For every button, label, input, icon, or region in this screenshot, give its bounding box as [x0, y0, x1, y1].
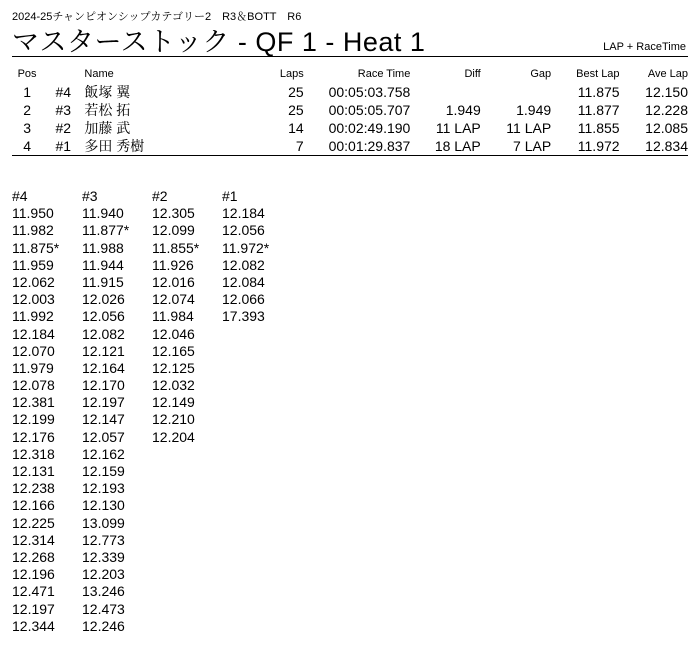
- col-header-best-lap: Best Lap: [576, 68, 620, 80]
- lap-time: 11.926: [152, 256, 194, 273]
- col-header-diff: Diff: [464, 68, 481, 80]
- lap-time: 12.318: [12, 445, 55, 462]
- table-row: [12, 101, 688, 119]
- lap-time: 12.199: [12, 411, 55, 428]
- lap-time: 12.204: [152, 428, 195, 445]
- diff-cell: 11 LAP: [435, 120, 481, 136]
- pos-cell: 1: [23, 84, 31, 100]
- lap-time: 12.003: [12, 291, 55, 308]
- lap-time: 12.056: [82, 308, 125, 325]
- lap-time: 12.165: [152, 342, 195, 359]
- best-lap-cell: 11.855: [577, 120, 620, 136]
- col-header-race-time: Race Time: [357, 68, 411, 80]
- lap-time: 12.056: [222, 222, 265, 239]
- lap-time: 12.099: [152, 222, 195, 239]
- lap-time: 11.877*: [82, 222, 130, 239]
- lap-column-header: #1: [222, 188, 238, 204]
- lap-time: 12.210: [152, 411, 195, 428]
- lap-time: 11.944: [82, 256, 124, 273]
- lap-time: 12.268: [12, 548, 55, 565]
- race-time-cell: 00:01:29.837: [328, 138, 411, 154]
- car-number-cell: #4: [55, 84, 72, 100]
- lap-time: 12.196: [12, 566, 55, 583]
- lap-time: 12.084: [222, 273, 265, 290]
- car-number-cell: #2: [55, 120, 72, 136]
- lap-column-header: #2: [152, 188, 168, 204]
- driver-name-cell: 飯塚 翼: [84, 84, 131, 100]
- lap-time: 12.773: [82, 531, 125, 548]
- car-number-cell: #3: [55, 102, 72, 118]
- diff-cell: 18 LAP: [434, 138, 481, 154]
- pos-cell: 2: [23, 102, 31, 118]
- laps-cell: 14: [288, 120, 304, 136]
- lap-time: 12.344: [12, 617, 55, 634]
- results-header-row: [12, 66, 688, 83]
- lap-time: 12.046: [152, 325, 195, 342]
- lap-time: 12.473: [82, 600, 125, 617]
- lap-time: 11.982: [12, 222, 54, 239]
- lap-time: 11.950: [12, 205, 54, 222]
- results-divider: [12, 155, 688, 156]
- lap-time: 11.855*: [152, 239, 200, 256]
- driver-name-cell: 若松 拓: [84, 102, 131, 118]
- lap-time: 13.099: [82, 514, 125, 531]
- lap-time: 12.125: [152, 359, 195, 376]
- lap-time: 11.979: [12, 359, 54, 376]
- lap-time: 11.915: [82, 273, 124, 290]
- lap-time: 12.197: [82, 394, 125, 411]
- lap-time: 12.026: [82, 291, 125, 308]
- lap-time: 12.032: [152, 377, 195, 394]
- lap-time: 12.164: [82, 359, 125, 376]
- lap-time: 12.246: [82, 617, 125, 634]
- best-lap-cell: 11.875: [577, 84, 620, 100]
- lap-time: 12.082: [222, 256, 265, 273]
- lap-time: 12.016: [152, 273, 195, 290]
- lap-time: 11.984: [152, 308, 194, 325]
- lap-column: [12, 188, 80, 635]
- lap-time: 11.972*: [222, 239, 270, 256]
- lap-time: 12.147: [82, 411, 125, 428]
- lap-column-header: #3: [82, 188, 98, 204]
- race-time-cell: 00:05:03.758: [328, 84, 411, 100]
- lap-time: 12.082: [82, 325, 125, 342]
- gap-cell: 7 LAP: [513, 138, 552, 154]
- lap-time: 12.074: [152, 291, 195, 308]
- lap-time: 17.393: [222, 308, 265, 325]
- lap-time: 12.197: [12, 600, 55, 617]
- series-title: 2024-25チャンピオンシップカテゴリー2 R3＆BOTT R6: [12, 11, 302, 23]
- lap-time: 12.176: [12, 428, 55, 445]
- lap-time: 11.959: [12, 256, 54, 273]
- lap-time: 12.078: [12, 377, 55, 394]
- lap-time: 12.062: [12, 273, 55, 290]
- report-subtitle: LAP + RaceTime: [603, 41, 686, 53]
- lap-time: 12.381: [12, 394, 55, 411]
- lap-time: 12.149: [152, 394, 195, 411]
- results-table: [12, 66, 688, 155]
- ave-lap-cell: 12.085: [645, 120, 688, 136]
- title-divider: [12, 56, 688, 57]
- lap-time: 11.988: [82, 239, 124, 256]
- lap-time: 12.339: [82, 548, 125, 565]
- lap-time: 12.121: [82, 342, 125, 359]
- lap-column: [152, 188, 220, 446]
- col-header-number: [42, 66, 84, 83]
- lap-time: 12.166: [12, 497, 55, 514]
- ave-lap-cell: 12.150: [645, 84, 688, 100]
- lap-time: 11.875*: [12, 239, 60, 256]
- lap-column: [82, 188, 150, 635]
- lap-time: 12.130: [82, 497, 125, 514]
- table-row: [12, 137, 688, 155]
- table-row: [12, 83, 688, 101]
- lap-time: 13.246: [82, 583, 125, 600]
- table-row: [12, 119, 688, 137]
- col-header-pos: Pos: [17, 68, 37, 80]
- lap-time: 12.193: [82, 480, 125, 497]
- race-time-cell: 00:02:49.190: [328, 120, 411, 136]
- lap-time: 12.238: [12, 480, 55, 497]
- driver-name-cell: 加藤 武: [84, 120, 131, 136]
- lap-time: 11.992: [12, 308, 54, 325]
- diff-cell: 1.949: [445, 102, 481, 118]
- lap-time: 12.471: [12, 583, 55, 600]
- lap-time: 12.225: [12, 514, 55, 531]
- car-number-cell: #1: [55, 138, 72, 154]
- col-header-gap: Gap: [530, 68, 552, 80]
- lap-time: 12.184: [12, 325, 55, 342]
- lap-column-header: #4: [12, 188, 28, 204]
- gap-cell: 1.949: [516, 102, 552, 118]
- laps-cell: 7: [295, 138, 304, 154]
- ave-lap-cell: 12.834: [645, 138, 688, 154]
- laps-cell: 25: [288, 102, 304, 118]
- lap-time: 11.940: [82, 205, 124, 222]
- lap-time: 12.305: [152, 205, 195, 222]
- lap-time: 12.066: [222, 291, 265, 308]
- lap-time: 12.170: [82, 377, 125, 394]
- lap-time: 12.162: [82, 445, 125, 462]
- lap-time: 12.203: [82, 566, 125, 583]
- lap-time: 12.131: [12, 463, 55, 479]
- lap-time: 12.070: [12, 342, 55, 359]
- gap-cell: [481, 83, 551, 101]
- driver-name-cell: 多田 秀樹: [84, 138, 145, 154]
- ave-lap-cell: 12.228: [645, 102, 688, 118]
- lap-time: 12.159: [82, 463, 125, 479]
- col-header-laps: Laps: [279, 68, 304, 80]
- diff-cell: [410, 83, 480, 101]
- gap-cell: 11 LAP: [506, 120, 552, 136]
- page-title: マスターストック - QF 1 - Heat 1: [12, 27, 426, 57]
- lap-time: 12.314: [12, 531, 55, 548]
- best-lap-cell: 11.972: [577, 138, 620, 154]
- best-lap-cell: 11.877: [577, 102, 620, 118]
- pos-cell: 4: [23, 138, 31, 154]
- col-header-ave-lap: Ave Lap: [647, 68, 688, 80]
- lap-column: [222, 188, 290, 326]
- laps-cell: 25: [288, 84, 304, 100]
- pos-cell: 3: [23, 120, 31, 136]
- lap-time: 12.184: [222, 205, 265, 222]
- race-time-cell: 00:05:05.707: [328, 102, 411, 118]
- col-header-name: Name: [84, 68, 114, 80]
- lap-time: 12.057: [82, 428, 125, 445]
